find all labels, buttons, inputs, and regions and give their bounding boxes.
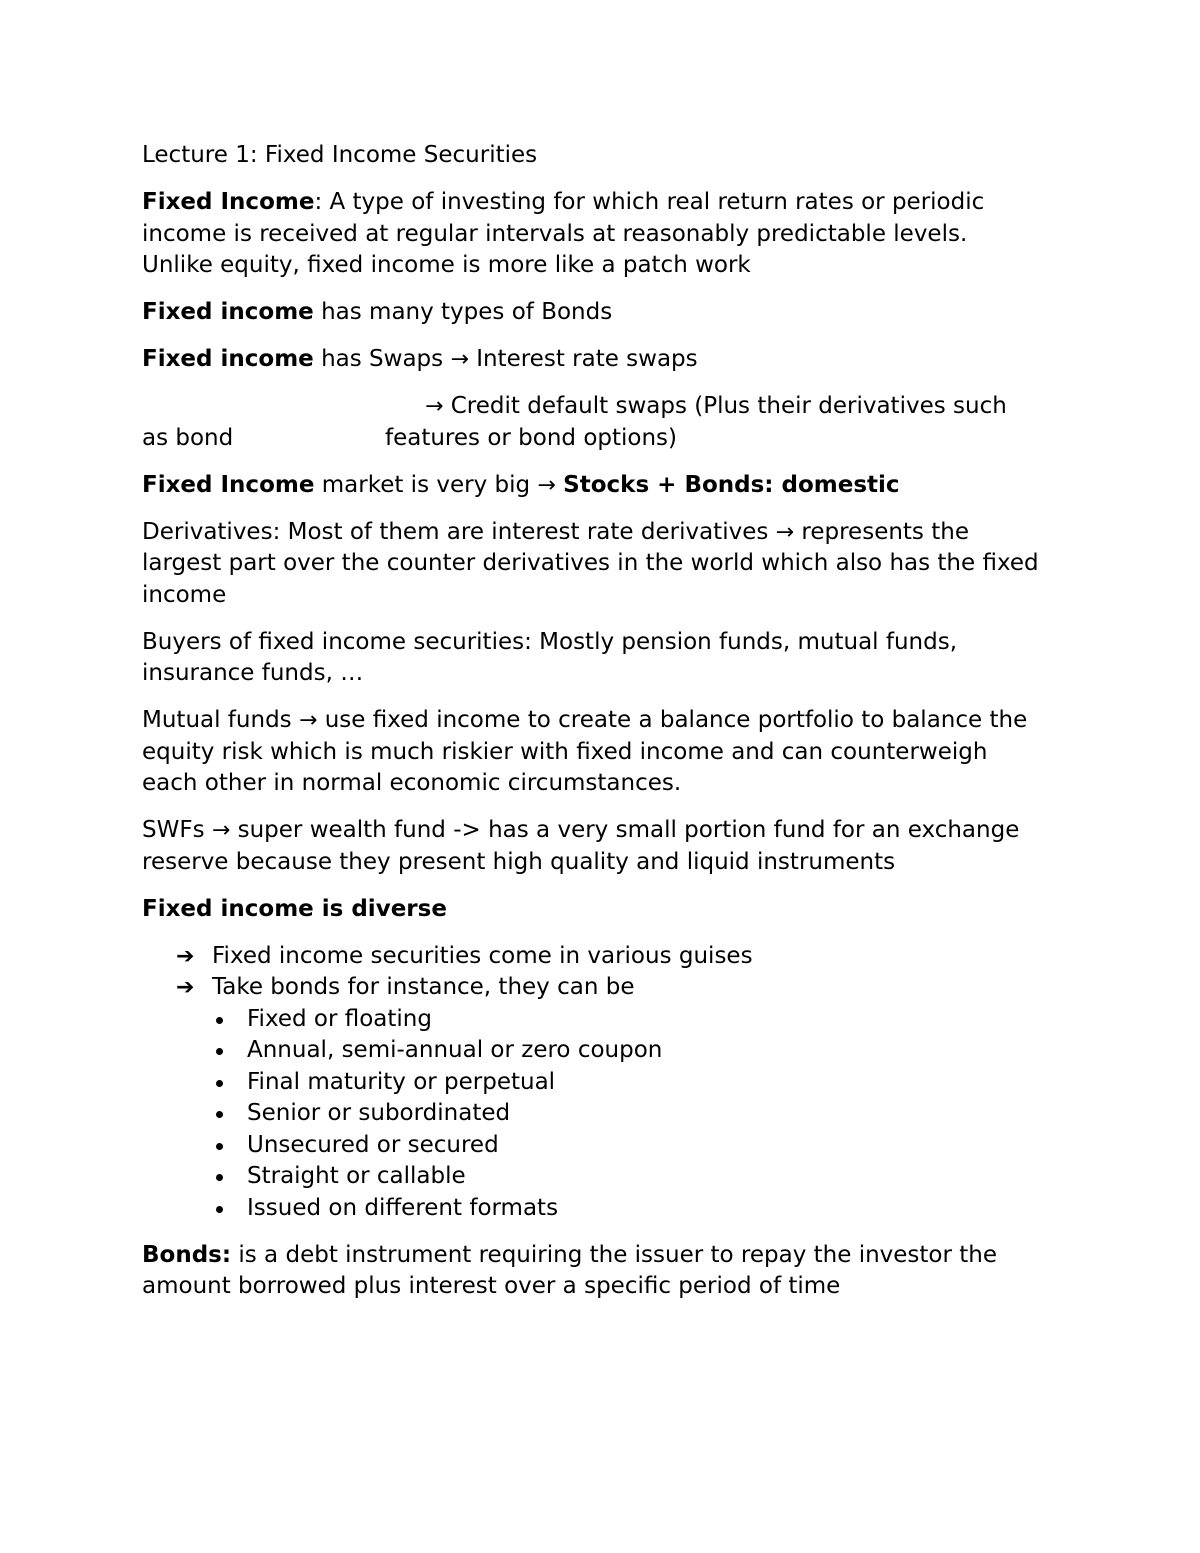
list-item: Straight or callable xyxy=(142,1161,1042,1193)
arrow-icon: → xyxy=(211,818,231,843)
arrow-icon: → xyxy=(775,519,795,545)
arrow-icon: → xyxy=(537,472,556,498)
paragraph-swfs: SWFs → super wealth fund -> has a very small portion fund for an exchange reserve because they present high quality and liquid instruments xyxy=(142,817,1020,875)
bullet-icon xyxy=(216,1048,223,1055)
bullet-icon xyxy=(216,1017,223,1024)
arrow-list xyxy=(142,941,1042,1004)
bullet-icon xyxy=(216,1111,223,1118)
term-fixed-income: Fixed Income xyxy=(142,471,315,498)
term-fixed-income: Fixed Income xyxy=(142,189,315,215)
diverse-heading: Fixed income is diverse xyxy=(142,895,447,922)
list-item: Senior or subordinated xyxy=(142,1098,1042,1130)
paragraph-credit-default-swaps: → Credit default swaps (Plus their derivatives such as bond features or bond options) xyxy=(142,393,1007,451)
list-item: Unsecured or secured xyxy=(142,1130,1042,1162)
paragraph-market-size: Fixed Income market is very big → Stocks + Bonds: domestic xyxy=(142,471,900,498)
paragraph-derivatives: Derivatives: Most of them are interest rate derivatives → represents the largest part over the counter derivatives in the world which also has the fixed income xyxy=(142,518,1039,608)
arrow-bullet-icon: ➔ xyxy=(176,975,195,1000)
document-page xyxy=(142,140,1042,1318)
paragraph-bond-types: Fixed income has many types of Bonds xyxy=(142,299,613,325)
term-stocks-bonds: Stocks + Bonds: domestic xyxy=(563,471,900,498)
paragraph-fixed-income-definition: Fixed Income: A type of investing for which real return rates or periodic income is received at regular intervals at reasonably predictable levels. Unlike equity, fixed income is more like a patch work xyxy=(142,189,985,278)
term-fixed-income: Fixed income xyxy=(142,299,314,325)
bullet-icon xyxy=(216,1080,223,1087)
bullet-icon xyxy=(216,1174,223,1181)
paragraph-buyers: Buyers of fixed income securities: Mostly pension funds, mutual funds, insurance funds, … xyxy=(142,628,958,686)
arrow-icon: → xyxy=(425,394,444,419)
arrow-icon: → xyxy=(450,347,469,372)
term-bonds: Bonds: xyxy=(142,1241,232,1268)
document-title: Lecture 1: Fixed Income Securities xyxy=(142,142,538,168)
bullet-icon xyxy=(216,1143,223,1150)
arrow-bullet-icon: ➔ xyxy=(176,943,195,969)
list-item: ➔ Take bonds for instance, they can be xyxy=(142,972,1042,1004)
list-item: Final maturity or perpetual xyxy=(142,1067,1042,1099)
list-item: Annual, semi-annual or zero coupon xyxy=(142,1035,1042,1067)
bullet-list xyxy=(142,1004,1042,1225)
bullet-icon xyxy=(216,1206,223,1213)
term-fixed-income: Fixed income xyxy=(142,346,314,372)
list-item: ➔ Fixed income securities come in various guises xyxy=(142,941,1042,973)
paragraph-bonds-definition: Bonds: is a debt instrument requiring the issuer to repay the investor the amount borrowed plus interest over a specific period of time xyxy=(142,1241,998,1299)
arrow-icon: → xyxy=(298,708,318,733)
paragraph-mutual-funds: Mutual funds → use fixed income to create a balance portfolio to balance the equity risk which is much riskier with fixed income and can counterweigh each other in normal economic circumstances. xyxy=(142,707,1028,796)
paragraph-swaps: Fixed income has Swaps → Interest rate swaps xyxy=(142,346,698,372)
list-item: Fixed or floating xyxy=(142,1004,1042,1036)
list-item: Issued on different formats xyxy=(142,1193,1042,1225)
